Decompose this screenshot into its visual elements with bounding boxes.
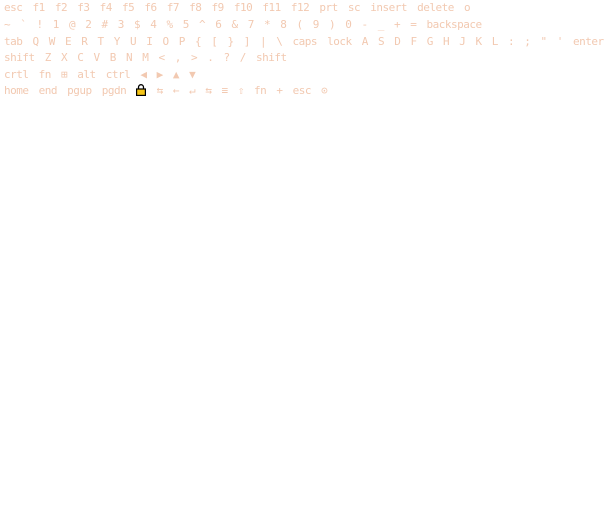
glyph-end: end	[38, 84, 57, 97]
glyph-caret: ^	[199, 18, 206, 31]
glyph-enter: enter	[573, 35, 604, 48]
glyph-left-brace: {	[195, 35, 202, 48]
glyph-1: 1	[52, 18, 59, 31]
glyph-question: ?	[223, 51, 230, 64]
glyph-alt: alt	[77, 68, 96, 81]
glyph-pipe: |	[260, 35, 267, 48]
glyph-backslash: \	[276, 35, 283, 48]
glyph-greater-than: >	[191, 51, 198, 64]
glyph-g: G	[426, 35, 433, 48]
glyph-equals: =	[410, 18, 417, 31]
glyph-shift-left: shift	[4, 51, 35, 64]
arrow-down-icon: ▼	[189, 68, 196, 81]
return-icon: ↵	[189, 84, 196, 97]
glyph-delete: delete	[417, 1, 454, 14]
glyph-right-bracket: ]	[243, 35, 250, 48]
glyph-y: Y	[113, 35, 120, 48]
glyph-i: I	[146, 35, 153, 48]
glyph-k: K	[475, 35, 482, 48]
arrow-left-icon: ◀	[140, 68, 147, 81]
glyph-dollar: $	[134, 18, 141, 31]
glyph-f6: f6	[144, 1, 157, 14]
glyph-f10: f10	[233, 1, 253, 14]
glyph-ampersand: &	[231, 18, 238, 31]
glyph-insert: insert	[370, 1, 407, 14]
glyph-minus: -	[361, 18, 368, 31]
arrow-back-icon: ←	[172, 84, 179, 97]
glyph-9: 9	[312, 18, 319, 31]
glyph-colon: :	[508, 35, 515, 48]
glyph-plus-2: +	[276, 84, 283, 97]
tab-arrows-icon: ⇆	[156, 84, 163, 97]
shift-up-icon: ⇧	[237, 84, 244, 97]
glyph-esc: esc	[4, 1, 23, 14]
glyph-pgup: pgup	[67, 84, 92, 97]
glyph-v: V	[93, 51, 100, 64]
glyph-right-paren: )	[329, 18, 336, 31]
glyph-at: @	[69, 18, 76, 31]
glyph-l: L	[491, 35, 498, 48]
glyph-asterisk: *	[264, 18, 271, 31]
glyph-f12: f12	[290, 1, 310, 14]
glyph-f: F	[410, 35, 417, 48]
glyph-right-brace: }	[227, 35, 234, 48]
glyph-prt: prt	[319, 1, 338, 14]
glyph-n: N	[126, 51, 133, 64]
number-row	[4, 17, 482, 33]
glyph-left-paren: (	[296, 18, 303, 31]
arrow-up-icon: ▲	[172, 68, 179, 81]
glyph-lock: lock	[327, 35, 352, 48]
glyph-d: D	[394, 35, 401, 48]
glyph-single-quote: '	[556, 35, 563, 48]
glyph-w: W	[48, 35, 55, 48]
glyph-f1: f1	[32, 1, 45, 14]
glyph-f5: f5	[122, 1, 135, 14]
glyph-3: 3	[117, 18, 124, 31]
function-key-row	[4, 0, 470, 16]
glyph-f11: f11	[262, 1, 281, 14]
glyph-ctrl: ctrl	[105, 68, 131, 81]
glyph-f3: f3	[77, 1, 90, 14]
glyph-plus: +	[394, 18, 401, 31]
glyph-c: C	[77, 51, 84, 64]
glyph-t: T	[97, 35, 104, 48]
glyph-hash: #	[101, 18, 108, 31]
glyph-double-quote: "	[540, 35, 547, 48]
glyph-6: 6	[215, 18, 222, 31]
glyph-p: P	[178, 35, 185, 48]
qwerty-home-row	[4, 34, 604, 50]
glyph-2: 2	[85, 18, 92, 31]
glyph-crtl: crtl	[4, 68, 29, 81]
swap-arrows-icon: ⇆	[205, 84, 212, 97]
padlock-icon	[136, 84, 146, 96]
glyph-4: 4	[150, 18, 157, 31]
glyph-semicolon: ;	[524, 35, 531, 48]
glyph-o-letter: O	[162, 35, 169, 48]
glyph-r: R	[81, 35, 88, 48]
arrow-right-icon: ▶	[156, 68, 163, 81]
menu-icon: ≡	[221, 84, 228, 97]
glyph-o: o	[464, 1, 471, 14]
glyph-tab: tab	[4, 35, 23, 48]
glyph-b: B	[109, 51, 116, 64]
glyph-s: S	[378, 35, 385, 48]
glyph-f8: f8	[189, 1, 202, 14]
windows-icon: ⊞	[61, 68, 68, 81]
glyph-backtick: `	[20, 18, 27, 31]
glyph-slash: /	[239, 51, 246, 64]
glyph-exclamation: !	[36, 18, 43, 31]
navigation-row	[4, 83, 327, 99]
glyph-f4: f4	[99, 1, 112, 14]
glyph-7: 7	[247, 18, 254, 31]
glyph-j: J	[459, 35, 466, 48]
glyph-period: .	[207, 51, 214, 64]
glyph-caps: caps	[292, 35, 317, 48]
modifier-row	[4, 67, 195, 83]
glyph-left-bracket: [	[211, 35, 218, 48]
glyph-f7: f7	[166, 1, 179, 14]
glyph-h: H	[443, 35, 450, 48]
glyph-backspace: backspace	[426, 18, 482, 31]
glyph-shift-right: shift	[256, 51, 287, 64]
glyph-underscore: _	[377, 18, 384, 31]
glyph-pgdn: pgdn	[101, 84, 127, 97]
glyph-z: Z	[44, 51, 51, 64]
glyph-a: A	[361, 35, 368, 48]
glyph-q: Q	[32, 35, 39, 48]
glyph-f2: f2	[54, 1, 68, 14]
glyph-percent: %	[166, 18, 173, 31]
glyph-0: 0	[345, 18, 352, 31]
glyph-fn: fn	[38, 68, 51, 81]
glyph-u: U	[130, 35, 137, 48]
glyph-comma: ,	[174, 51, 181, 64]
glyph-5: 5	[182, 18, 189, 31]
glyph-f9: f9	[211, 1, 224, 14]
glyph-esc-2: esc	[292, 84, 311, 97]
glyph-sc: sc	[347, 1, 361, 14]
glyph-fn-2: fn	[254, 84, 267, 97]
glyph-8: 8	[280, 18, 287, 31]
shift-row	[4, 50, 287, 66]
glyph-e: E	[65, 35, 72, 48]
power-icon: ⊙	[321, 84, 328, 97]
glyph-x: X	[61, 51, 68, 64]
glyph-tilde: ~	[4, 18, 11, 31]
glyph-m: M	[142, 51, 149, 64]
glyph-home: home	[4, 84, 29, 97]
glyph-less-than: <	[158, 51, 165, 64]
